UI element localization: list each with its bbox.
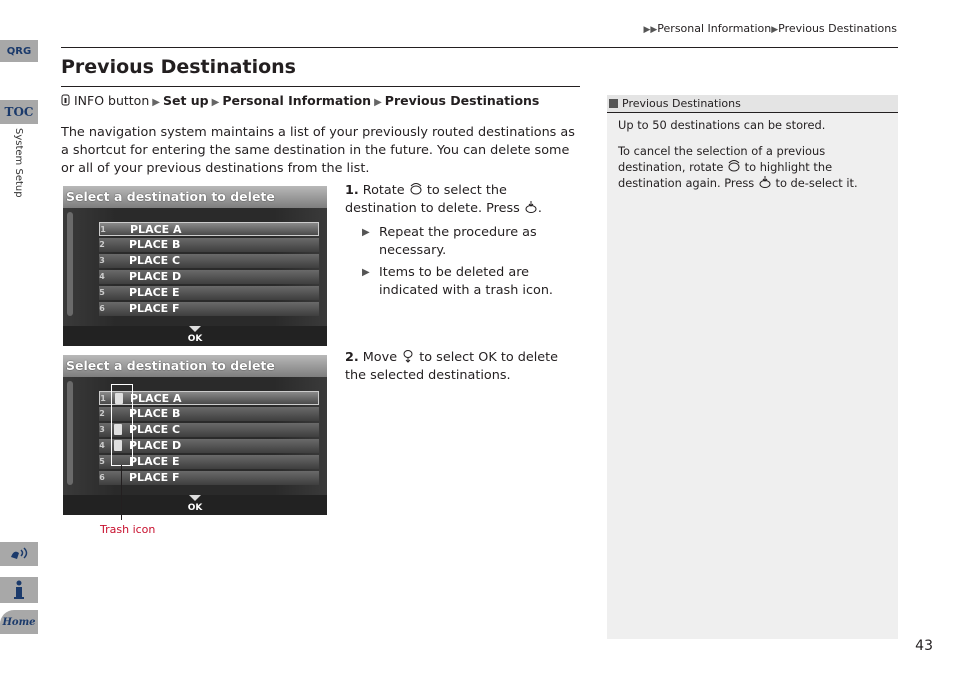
step-1: 1. Rotate to select the destination to delete. Press . xyxy=(345,183,542,216)
side-note-cancel: To cancel the selection of a previous destination, rotate to highlight the destination again. Press to de-select it. xyxy=(618,144,858,190)
voice-command-tab[interactable] xyxy=(0,542,38,566)
breadcrumb xyxy=(643,22,897,35)
note-marker-icon xyxy=(609,99,618,108)
path-info-button: INFO button xyxy=(73,93,150,108)
path-arrow-icon: ▶ xyxy=(211,97,220,108)
path-personal-information: Personal Information xyxy=(222,93,372,108)
screen-body xyxy=(63,377,327,515)
ok-button[interactable]: OK xyxy=(184,497,206,513)
info-icon xyxy=(12,580,26,600)
info-button-icon xyxy=(61,94,70,106)
list-item[interactable]: 6 PLACE F xyxy=(99,471,319,485)
list-item[interactable]: 5 PLACE E xyxy=(99,286,319,300)
path-arrow-icon: ▶ xyxy=(374,97,382,108)
screen-header: Select a destination to delete xyxy=(63,186,327,208)
list-item[interactable]: 1 PLACE A xyxy=(99,222,319,236)
list-item[interactable]: 3 PLACE C xyxy=(99,423,319,437)
home-tab[interactable] xyxy=(0,610,38,634)
breadcrumb-personal-information[interactable]: Personal Information xyxy=(657,22,772,35)
interface-dial-move-icon xyxy=(401,349,415,363)
screen-select-destination xyxy=(63,186,327,346)
side-note-capacity: Up to 50 destinations can be stored. xyxy=(618,118,826,132)
path-set-up: Set up xyxy=(162,93,209,108)
step-1-note-trash: ▶ Items to be deleted are indicated with a trash icon. xyxy=(362,265,553,298)
list-item[interactable]: 4 PLACE D xyxy=(99,270,319,284)
screen-knob-frame xyxy=(67,212,73,316)
screen-body xyxy=(63,208,327,346)
ok-button[interactable]: OK xyxy=(184,328,206,344)
list-item[interactable]: 5 PLACE E xyxy=(99,455,319,469)
trash-icon-caption: Trash icon xyxy=(100,523,156,536)
list-item[interactable]: 1 PLACE A xyxy=(99,391,319,405)
bullet-arrow-icon: ▶ xyxy=(362,267,370,278)
header-rule xyxy=(61,47,898,48)
interface-dial-press-icon xyxy=(758,175,772,189)
list-item[interactable]: 3 PLACE C xyxy=(99,254,319,268)
interface-dial-press-icon xyxy=(524,200,538,214)
voice-icon xyxy=(8,545,30,563)
list-item[interactable]: 2 PLACE B xyxy=(99,407,319,421)
qrg-tab[interactable] xyxy=(0,40,38,62)
list-item[interactable]: 4 PLACE D xyxy=(99,439,319,453)
step-2-number: 2. xyxy=(345,350,359,365)
home-label: Home xyxy=(2,616,36,628)
side-note xyxy=(607,95,898,639)
page-title: Previous Destinations xyxy=(61,56,296,78)
list-item[interactable]: 2 PLACE B xyxy=(99,238,319,252)
ok-label: OK xyxy=(478,350,497,365)
qrg-label: QRG xyxy=(6,45,32,57)
trash-icon-highlight xyxy=(111,384,133,466)
interface-dial-rotate-icon xyxy=(727,159,741,173)
list-item[interactable]: 6 PLACE F xyxy=(99,302,319,316)
title-rule xyxy=(61,86,580,87)
menu-path xyxy=(61,93,539,108)
toc-tab[interactable] xyxy=(0,100,38,124)
screen-header: Select a destination to delete xyxy=(63,355,327,377)
section-label: System Setup xyxy=(13,128,24,198)
breadcrumb-previous-destinations[interactable]: Previous Destinations xyxy=(778,22,897,35)
trash-callout-line xyxy=(121,465,122,520)
path-previous-destinations: Previous Destinations xyxy=(384,93,540,108)
breadcrumb-arrow-icon: ▶ xyxy=(771,25,779,35)
step-1-note-repeat: ▶ Repeat the procedure as necessary. xyxy=(362,225,537,258)
path-arrow-icon: ▶ xyxy=(152,97,160,108)
toc-label: TOC xyxy=(4,105,34,119)
side-note-header xyxy=(607,95,898,113)
breadcrumb-arrow-icon: ▶▶ xyxy=(643,25,658,35)
screen-knob-frame xyxy=(67,381,73,485)
step-2: 2. Move to select OK to delete the selected destinations. xyxy=(345,350,559,383)
page-number: 43 xyxy=(915,638,933,654)
info-tab[interactable] xyxy=(0,577,38,603)
step-1-number: 1. xyxy=(345,183,359,198)
interface-dial-rotate-icon xyxy=(409,182,423,196)
bullet-arrow-icon: ▶ xyxy=(362,227,370,238)
screen-select-destination-trash xyxy=(63,355,327,515)
intro-paragraph: The navigation system maintains a list of your previously routed destinations as a shortcut for entering the same destination in the future. You can delete some or all of your previous destinations from the list. xyxy=(61,125,575,176)
side-note-title: Previous Destinations xyxy=(622,97,741,110)
